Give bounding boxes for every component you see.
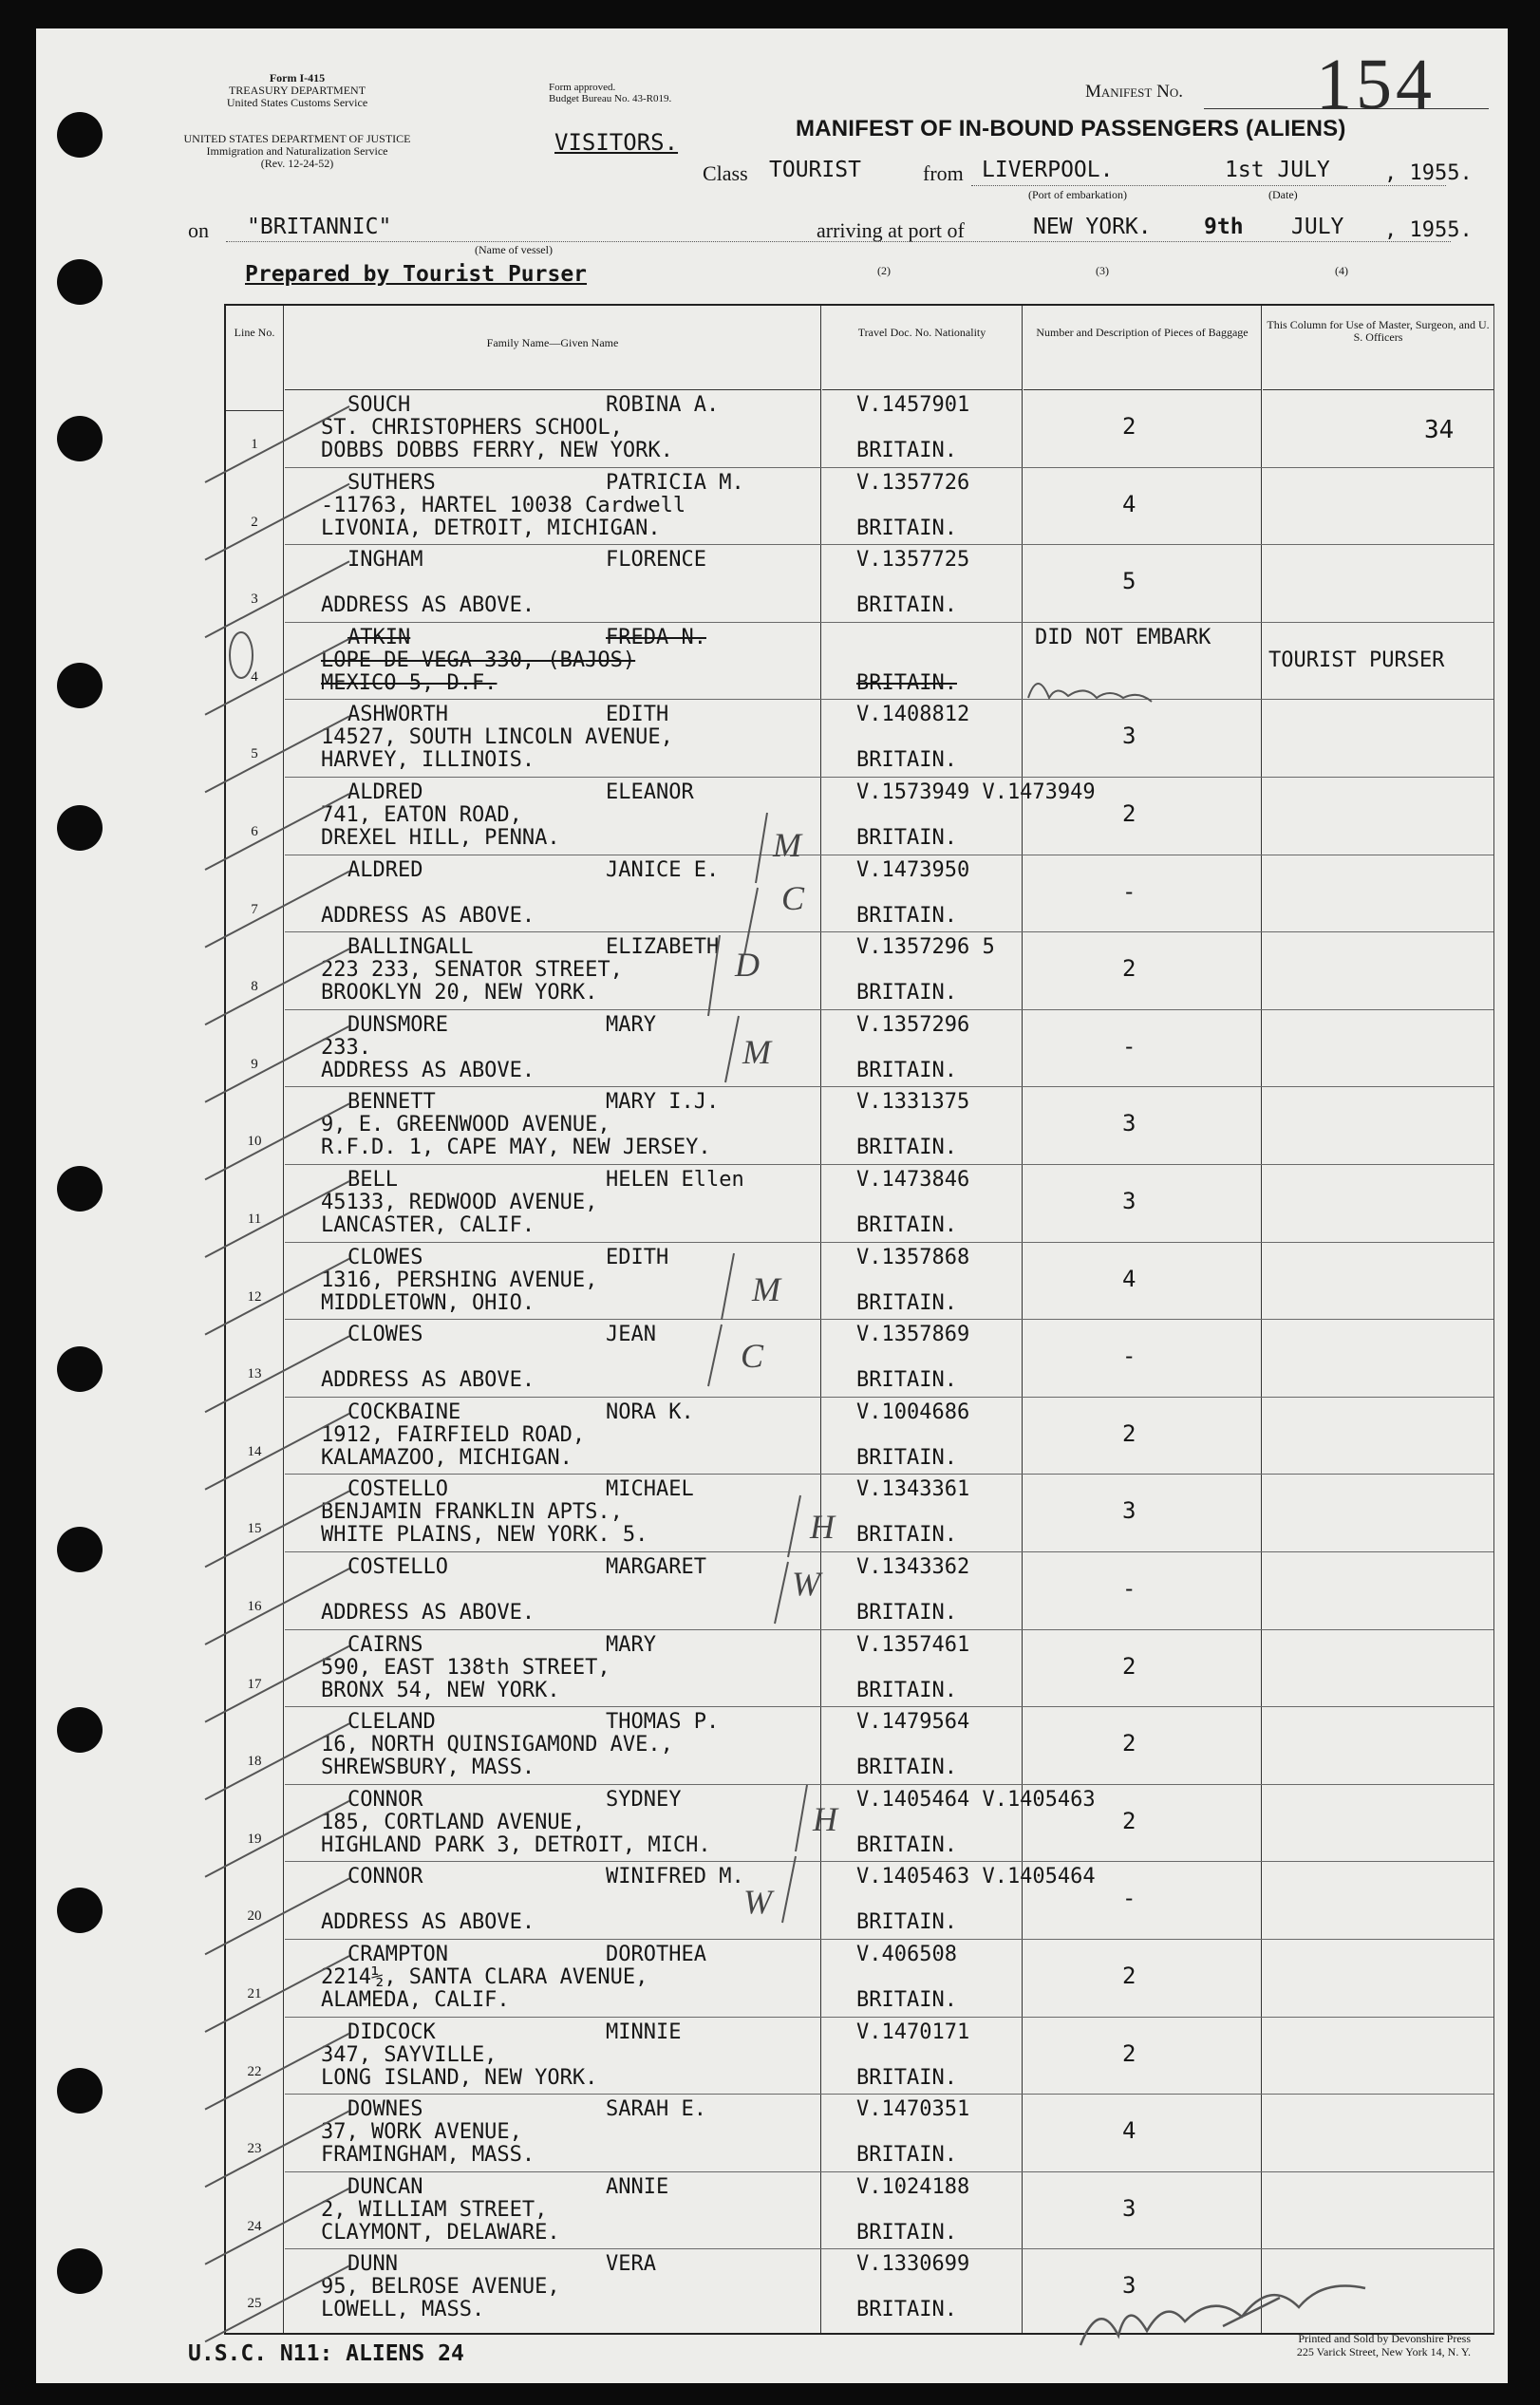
port-embark-caption: (Port of embarkation) — [1028, 188, 1127, 201]
letter-m: M — [752, 1270, 780, 1308]
travel-doc-number: V.1343362 — [856, 1555, 970, 1579]
printer-line-2: 225 Varick Street, New York 14, N. Y. — [1296, 2345, 1471, 2358]
baggage-note: DID NOT EMBARK — [1035, 625, 1211, 649]
letter-h: H — [810, 1508, 835, 1546]
line-number: 9 — [251, 1056, 258, 1072]
given-name: MARY I.J. — [606, 1090, 720, 1115]
check-tick — [205, 1259, 349, 1335]
address-line-2: LOWELL, MASS. — [321, 2298, 485, 2322]
address-line-2: FRAMINGHAM, MASS. — [321, 2143, 535, 2168]
baggage-count: 4 — [1122, 2117, 1136, 2145]
nationality: BRITAIN. — [856, 670, 957, 695]
line-number: 25 — [247, 2296, 262, 2312]
line-number: 10 — [247, 1134, 262, 1150]
vessel-caption: (Name of vessel) — [475, 243, 553, 256]
check-tick — [205, 872, 349, 948]
nationality: BRITAIN. — [856, 1445, 957, 1470]
line-number: 21 — [247, 1986, 262, 2001]
baggage-count: 2 — [1122, 1807, 1136, 1834]
travel-doc-number: V.1457901 — [856, 393, 970, 417]
treasury-dept: TREASURY DEPARTMENT — [228, 84, 366, 97]
embarkation-year: , 1955. — [1384, 161, 1473, 185]
line-number: 5 — [251, 746, 258, 762]
check-tick — [205, 1491, 349, 1567]
given-name: SYDNEY — [606, 1787, 682, 1812]
line-number: 14 — [247, 1443, 262, 1459]
family-name: COSTELLO — [347, 1477, 448, 1502]
nationality: BRITAIN. — [856, 1601, 957, 1625]
line-number: 11 — [247, 1212, 262, 1227]
nationality: BRITAIN. — [856, 1058, 957, 1082]
address-line-2: ADDRESS AS ABOVE. — [321, 593, 535, 618]
given-name: MARGARET — [606, 1555, 706, 1579]
class-label: Class — [703, 161, 748, 185]
given-name: JEAN — [606, 1323, 656, 1347]
baggage-count: 3 — [1122, 1497, 1136, 1525]
given-name: FREDA N. — [606, 625, 706, 649]
baggage-count: 2 — [1122, 2039, 1136, 2067]
printer-line-1: Printed and Sold by Devonshire Press — [1298, 2332, 1471, 2345]
address-line-2: ADDRESS AS ABOVE. — [321, 1058, 535, 1082]
check-tick — [205, 406, 349, 482]
circle-mark — [230, 632, 253, 678]
travel-doc-number: V.1357869 — [856, 1323, 970, 1347]
line-number: 1 — [251, 437, 258, 452]
manifest-page — [36, 28, 1508, 2383]
usc-footer: U.S.C. N11: ALIENS 24 — [188, 2341, 464, 2366]
family-name: BELL — [347, 1168, 398, 1192]
vessel-name: "BRITANNIC" — [247, 215, 392, 239]
address-line-2: BROOKLYN 20, NEW YORK. — [321, 981, 598, 1005]
address-line-1: 9, E. GREENWOOD AVENUE, — [321, 1113, 610, 1137]
address-line-2: ADDRESS AS ABOVE. — [321, 903, 535, 928]
family-name: ATKIN — [347, 625, 411, 649]
address-line-1: 14527, SOUTH LINCOLN AVENUE, — [321, 725, 673, 750]
check-tick — [205, 1956, 349, 2032]
family-name: CRAMPTON — [347, 1943, 448, 1966]
header-travel-doc: Travel Doc. No. Nationality — [822, 306, 1022, 390]
travel-doc-number: V.1357296 5 — [856, 935, 995, 960]
line-number: 24 — [247, 2218, 262, 2234]
check-tick — [205, 716, 349, 792]
address-line-2: WHITE PLAINS, NEW YORK. 5. — [321, 1523, 648, 1548]
family-name: DOWNES — [347, 2097, 423, 2122]
travel-doc-number: V.1405463 V.1405464 — [856, 1865, 1096, 1889]
baggage-count: 2 — [1122, 955, 1136, 983]
letter-c: C — [741, 1337, 764, 1375]
family-name: SUTHERS — [347, 470, 436, 495]
check-tick — [205, 639, 349, 715]
given-name: FLORENCE — [606, 548, 706, 573]
family-name: COSTELLO — [347, 1555, 448, 1579]
address-line-1: -11763, HARTEL 10038 Cardwell — [321, 493, 686, 517]
family-name: ASHWORTH — [347, 703, 448, 727]
given-name: MICHAEL — [606, 1477, 694, 1502]
nationality: BRITAIN. — [856, 593, 957, 618]
family-name: CONNOR — [347, 1865, 423, 1889]
family-name: ALDRED — [347, 857, 423, 882]
check-tick — [205, 2265, 349, 2341]
baggage-count: 2 — [1122, 413, 1136, 440]
check-tick — [205, 2034, 349, 2110]
address-line-1: 2214½, SANTA CLARA AVENUE, — [321, 1965, 648, 1989]
baggage-count: 3 — [1122, 723, 1136, 750]
line-number: 4 — [251, 668, 258, 685]
check-tick — [205, 2189, 349, 2264]
check-tick — [205, 1103, 349, 1179]
family-name: CLOWES — [347, 1323, 423, 1347]
header-baggage: Number and Description of Pieces of Baggage — [1024, 306, 1261, 390]
given-name: EDITH — [606, 703, 669, 727]
travel-doc-number: V.1473846 — [856, 1168, 970, 1192]
nationality: BRITAIN. — [856, 748, 957, 773]
given-name: MINNIE — [606, 2020, 682, 2044]
letter-h: H — [813, 1800, 837, 1838]
baggage-count: - — [1122, 1343, 1136, 1370]
address-line-1: 185, CORTLAND AVENUE, — [321, 1810, 586, 1834]
address-line-2: KALAMAZOO, MICHIGAN. — [321, 1445, 573, 1470]
address-line-2: MIDDLETOWN, OHIO. — [321, 1290, 535, 1315]
travel-doc-number: V.1357296 — [856, 1012, 970, 1037]
col4-number: (4) — [1335, 264, 1348, 277]
travel-doc-number: V.1573949 V.1473949 — [856, 780, 1096, 804]
family-name: CLELAND — [347, 1710, 436, 1735]
check-tick — [205, 1569, 349, 1644]
travel-doc-number: V.1473950 — [856, 857, 970, 882]
address-line-1: 347, SAYVILLE, — [321, 2042, 498, 2067]
ins: Immigration and Naturalization Service — [206, 144, 388, 158]
family-name: BENNETT — [347, 1090, 436, 1115]
given-name: MARY — [606, 1632, 656, 1657]
check-tick — [205, 1336, 349, 1412]
arrival-port: NEW YORK. — [1033, 215, 1152, 239]
family-name: CLOWES — [347, 1245, 423, 1269]
baggage-count: - — [1122, 877, 1136, 905]
given-name: ROBINA A. — [606, 393, 720, 417]
arrival-month: JULY — [1291, 215, 1344, 239]
address-line-2: DREXEL HILL, PENNA. — [321, 826, 560, 850]
address-line-1: 1316, PERSHING AVENUE, — [321, 1268, 598, 1292]
baggage-count: 5 — [1122, 568, 1136, 595]
col2-number: (2) — [877, 264, 891, 277]
baggage-count: - — [1122, 1885, 1136, 1912]
line-number: 3 — [251, 592, 258, 608]
baggage-count: 3 — [1122, 1110, 1136, 1137]
date-caption: (Date) — [1268, 188, 1298, 201]
arriving-label: arriving at port of — [817, 218, 965, 242]
given-name: ANNIE — [606, 2174, 669, 2199]
family-name: CONNOR — [347, 1787, 423, 1812]
baggage-count: 4 — [1122, 490, 1136, 517]
given-name: ELIZABETH — [606, 935, 720, 960]
given-name: NORA K. — [606, 1400, 694, 1424]
customs-service: United States Customs Service — [226, 96, 368, 109]
nationality: BRITAIN. — [856, 1678, 957, 1702]
address-line-1: 233. — [321, 1035, 371, 1060]
letter-w: W — [792, 1565, 820, 1603]
letter-d: D — [735, 946, 760, 984]
family-name: DUNCAN — [347, 2174, 423, 2199]
address-line-1: 223 233, SENATOR STREET, — [321, 958, 623, 983]
given-name: EDITH — [606, 1245, 669, 1269]
family-name: DUNSMORE — [347, 1012, 448, 1037]
given-name: MARY — [606, 1012, 656, 1037]
travel-doc-number: V.1470351 — [856, 2097, 970, 2122]
address-line-2: BRONX 54, NEW YORK. — [321, 1678, 560, 1702]
bracket-letters — [734, 826, 839, 1921]
line-number: 2 — [251, 514, 258, 530]
baggage-count: 4 — [1122, 1265, 1136, 1292]
nationality: BRITAIN. — [856, 903, 957, 928]
arrival-day: 9th — [1204, 215, 1244, 239]
given-name: ELEANOR — [606, 780, 694, 804]
nationality: BRITAIN. — [856, 1832, 957, 1857]
travel-doc-number: V.1357725 — [856, 548, 970, 573]
travel-doc-number: V.1004686 — [856, 1400, 970, 1424]
address-line-2: ADDRESS AS ABOVE. — [321, 1601, 535, 1625]
given-name: PATRICIA M. — [606, 470, 744, 495]
baggage-count: 2 — [1122, 1419, 1136, 1447]
travel-doc-number: V.1357868 — [856, 1245, 970, 1269]
nationality: BRITAIN. — [856, 2065, 957, 2090]
port-of-embarkation: LIVERPOOL. — [982, 158, 1114, 182]
letter-w: W — [743, 1883, 772, 1921]
line-number: 13 — [247, 1366, 262, 1382]
letter-c: C — [781, 879, 805, 917]
address-line-2: LONG ISLAND, NEW YORK. — [321, 2065, 598, 2090]
check-tick — [205, 1026, 349, 1102]
arrival-year: , 1955. — [1384, 218, 1473, 242]
travel-doc-number: V.1408812 — [856, 703, 970, 727]
printer-block — [1162, 2332, 1471, 2358]
form-approved: Form approved. — [549, 82, 616, 93]
initials-scribble — [1028, 684, 1152, 702]
address-line-2: HARVEY, ILLINOIS. — [321, 748, 535, 773]
embarkation-date: 1st JULY — [1225, 158, 1330, 182]
handwritten-marks — [36, 28, 1508, 2383]
nationality: BRITAIN. — [856, 1910, 957, 1935]
travel-doc-number: V.1331375 — [856, 1090, 970, 1115]
officer-note: TOURIST PURSER — [1268, 648, 1445, 672]
check-tick — [205, 1801, 349, 1877]
line-number: 19 — [247, 1831, 262, 1847]
nationality: BRITAIN. — [856, 1290, 957, 1315]
on-label: on — [188, 218, 209, 242]
given-name: JANICE E. — [606, 857, 720, 882]
form-number: Form I-415 — [269, 71, 326, 85]
address-line-2: CLAYMONT, DELAWARE. — [321, 2220, 560, 2245]
check-tick — [205, 794, 349, 870]
manifest-number: 154 — [1316, 45, 1436, 124]
address-line-2: MEXICO 5, D.F. — [321, 670, 498, 695]
family-name: COCKBAINE — [347, 1400, 461, 1424]
given-name: DOROTHEA — [606, 1943, 706, 1966]
class-value: TOURIST — [769, 158, 861, 182]
address-line-2: ADDRESS AS ABOVE. — [321, 1368, 535, 1393]
baggage-count: 2 — [1122, 1652, 1136, 1680]
justice-dept: UNITED STATES DEPARTMENT OF JUSTICE — [183, 132, 411, 145]
family-name: INGHAM — [347, 548, 423, 573]
travel-doc-number: V.1357726 — [856, 470, 970, 495]
address-line-2: R.F.D. 1, CAPE MAY, NEW JERSEY. — [321, 1136, 711, 1160]
revision: (Rev. 12-24-52) — [260, 157, 334, 170]
line-number: 7 — [251, 901, 258, 917]
address-line-1: 45133, REDWOOD AVENUE, — [321, 1191, 598, 1214]
budget-bureau: Budget Bureau No. 43-R019. — [549, 93, 672, 104]
address-line-1: BENJAMIN FRANKLIN APTS., — [321, 1500, 623, 1525]
address-line-1: 590, EAST 138th STREET, — [321, 1655, 610, 1680]
from-label: from — [923, 161, 964, 185]
family-name: SOUCH — [347, 393, 411, 417]
check-tick — [205, 949, 349, 1024]
travel-doc-number: V.1357461 — [856, 1632, 970, 1657]
check-tick — [205, 1181, 349, 1257]
family-name: ALDRED — [347, 780, 423, 804]
travel-doc-number: V.1470171 — [856, 2020, 970, 2044]
line-number: 22 — [247, 2063, 262, 2079]
line-number: 8 — [251, 979, 258, 995]
officer-note: 34 — [1424, 416, 1455, 444]
header-line-no: Line No. — [226, 306, 283, 411]
manifest-title: MANIFEST OF IN-BOUND PASSENGERS (ALIENS) — [796, 116, 1346, 141]
nationality: BRITAIN. — [856, 2143, 957, 2168]
nationality: BRITAIN. — [856, 981, 957, 1005]
family-name: DIDCOCK — [347, 2020, 436, 2044]
travel-doc-number: V.1024188 — [856, 2174, 970, 2199]
baggage-count: 2 — [1122, 800, 1136, 827]
line-number: 20 — [247, 1908, 262, 1925]
nationality: BRITAIN. — [856, 2220, 957, 2245]
given-name: SARAH E. — [606, 2097, 706, 2122]
nationality: BRITAIN. — [856, 1213, 957, 1237]
baggage-count: - — [1122, 1575, 1136, 1602]
header-officers: This Column for Use of Master, Surgeon, and U. S. Officers — [1263, 306, 1493, 390]
address-line-2: DOBBS DOBBS FERRY, NEW YORK. — [321, 439, 673, 462]
check-tick — [205, 1723, 349, 1799]
col3-number: (3) — [1096, 264, 1109, 277]
travel-doc-number: V.1330699 — [856, 2252, 970, 2277]
travel-doc-number: V.1343361 — [856, 1477, 970, 1502]
nationality: BRITAIN. — [856, 1756, 957, 1780]
family-name: DUNN — [347, 2252, 398, 2277]
line-number: 18 — [247, 1754, 262, 1770]
address-line-1: 95, BELROSE AVENUE, — [321, 2275, 560, 2300]
baggage-count: - — [1122, 1032, 1136, 1060]
letter-m: M — [742, 1033, 771, 1071]
baggage-count: 3 — [1122, 2272, 1136, 2300]
family-name: BALLINGALL — [347, 935, 474, 960]
check-tick — [205, 2111, 349, 2187]
check-tick — [205, 561, 349, 637]
address-line-1: 16, NORTH QUINSIGAMOND AVE., — [321, 1733, 673, 1757]
nationality: BRITAIN. — [856, 1368, 957, 1393]
baggage-count: 2 — [1122, 1730, 1136, 1757]
family-name: CAIRNS — [347, 1632, 423, 1657]
address-line-1: 37, WORK AVENUE, — [321, 2120, 522, 2145]
travel-doc-number: V.406508 — [856, 1943, 957, 1966]
address-line-2: SHREWSBURY, MASS. — [321, 1756, 535, 1780]
header-family-name: Family Name—Given Name — [285, 306, 820, 390]
address-line-2: ALAMEDA, CALIF. — [321, 1988, 510, 2012]
address-line-2: LANCASTER, CALIF. — [321, 1213, 535, 1237]
line-number: 15 — [247, 1521, 262, 1537]
nationality: BRITAIN. — [856, 439, 957, 462]
line-number: 23 — [247, 2141, 262, 2157]
line-number: 6 — [251, 824, 258, 839]
letter-m: M — [773, 826, 801, 864]
line-number: 17 — [247, 1676, 262, 1692]
address-line-2: LIVONIA, DETROIT, MICHIGAN. — [321, 516, 661, 540]
address-line-2: ADDRESS AS ABOVE. — [321, 1910, 535, 1935]
address-line-1: 2, WILLIAM STREET, — [321, 2197, 548, 2222]
travel-doc-number: V.1479564 — [856, 1710, 970, 1735]
check-tick — [205, 1646, 349, 1722]
address-line-1: 1912, FAIRFIELD ROAD, — [321, 1422, 586, 1447]
given-name: WINIFRED M. — [606, 1865, 744, 1889]
prepared-by: Prepared by Tourist Purser — [245, 262, 588, 287]
given-name: THOMAS P. — [606, 1710, 720, 1735]
nationality: BRITAIN. — [856, 1988, 957, 2012]
nationality: BRITAIN. — [856, 2298, 957, 2322]
baggage-count: 2 — [1122, 1963, 1136, 1989]
travel-doc-number: V.1405464 V.1405463 — [856, 1787, 1096, 1812]
baggage-count: 3 — [1122, 2194, 1136, 2222]
line-number: 12 — [247, 1288, 262, 1305]
line-number: 16 — [247, 1599, 262, 1614]
address-line-1: LOPE DE VEGA 330, (BAJOS) — [321, 648, 636, 672]
check-tick — [205, 1878, 349, 1954]
nationality: BRITAIN. — [856, 1136, 957, 1160]
nationality: BRITAIN. — [856, 1523, 957, 1548]
nationality: BRITAIN. — [856, 516, 957, 540]
manifest-no-label: Manifest No. — [1085, 82, 1183, 102]
address-line-1: ST. CHRISTOPHERS SCHOOL, — [321, 416, 623, 440]
address-line-2: HIGHLAND PARK 3, DETROIT, MICH. — [321, 1832, 711, 1857]
check-tick — [205, 1414, 349, 1490]
address-line-1: 741, EATON ROAD, — [321, 803, 522, 827]
baggage-count: 3 — [1122, 1188, 1136, 1214]
given-name: HELEN Ellen — [606, 1168, 744, 1192]
check-tick — [205, 484, 349, 560]
visitors-label: VISITORS. — [554, 129, 679, 156]
given-name: VERA — [606, 2252, 656, 2277]
nationality: BRITAIN. — [856, 826, 957, 850]
